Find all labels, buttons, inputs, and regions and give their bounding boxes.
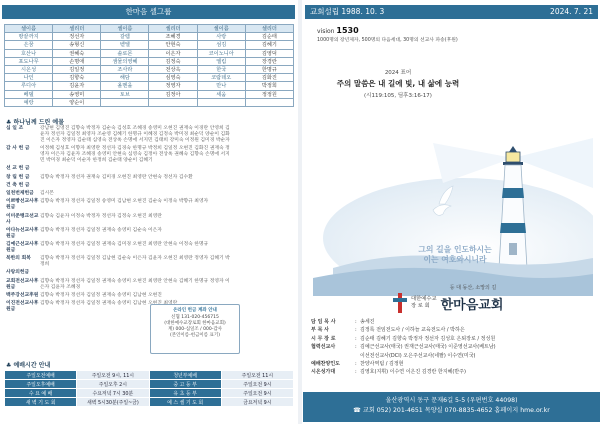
- staff-names: 김영호(지휘) 이수연 이은진 김경란 한지혜(반주): [360, 369, 466, 376]
- cell-leader: 심영숙: [149, 74, 197, 82]
- worship-name: 주일오전예배: [5, 371, 77, 380]
- staff-role: 예배찬양인도: [311, 361, 340, 368]
- cell-leader: 김순태: [245, 33, 293, 41]
- offering-names: 김시몬: [40, 191, 54, 197]
- slogan-line: 이는 여호와시니라: [423, 255, 487, 264]
- offering-label: 십 일 조: [6, 126, 24, 131]
- cell-leader: 김정숙: [149, 57, 197, 65]
- worship-name: 새 벽 기 도 회: [5, 398, 77, 407]
- offering-label: 일천번제헌금: [6, 191, 34, 197]
- cell-header: 셀이름: [197, 25, 245, 33]
- offering-row: [6, 175, 232, 181]
- table-row: [5, 65, 294, 73]
- table-row: [5, 98, 294, 106]
- cell-name: 호산나: [5, 49, 53, 57]
- cell-name: 샘물의영혜: [101, 57, 149, 65]
- table-row: [5, 371, 294, 380]
- staff-role: 협력선교사: [311, 344, 336, 351]
- separator: :: [355, 361, 357, 368]
- offering-names: 김향숙 박정자 정선자 김일정 송영미 김남현 오현진 김순숙 이정숙 박향규 최영자: [40, 199, 209, 205]
- staff-role: 시 무 장 로: [311, 335, 336, 342]
- separator: :: [355, 327, 357, 334]
- offering-label: 이미준뱅크선교사: [6, 213, 39, 225]
- staff-names: 김정록 전임전도사 / 이하늘 교육전도사 / 박하은: [360, 327, 465, 334]
- worship-name: 수 요 예 배: [5, 389, 77, 398]
- page-fold: [298, 0, 302, 424]
- offering-row: [6, 183, 232, 189]
- cell-name: 예랑: [5, 98, 53, 106]
- separator: :: [355, 344, 357, 351]
- offering-row: [6, 126, 232, 144]
- cell-header: 셀리더: [245, 25, 293, 33]
- bank-account-box: [150, 304, 240, 354]
- worship-name: 중 고 등 부: [149, 380, 221, 389]
- offering-names: 김향숙 박정자 정선자 권재숙 김미경 오현진 최영란 안현숙 정선자 김수환: [40, 174, 193, 180]
- cell-name: 엘림: [197, 57, 245, 65]
- cell-name: 갈렙: [101, 33, 149, 41]
- cell-group-table: [4, 24, 294, 107]
- cell-name: 솔로몬: [101, 49, 149, 57]
- worship-time: 주일오전 9시: [221, 389, 293, 398]
- staff-row: [311, 318, 596, 326]
- offering-heading: ♣ 하나님께 드린 예물: [6, 119, 65, 126]
- vision-description: 1000명의 장년제자, 500명의 다음세대, 30명의 선교사 파송(후원): [317, 38, 458, 43]
- cell-leader: 김향숙: [53, 74, 101, 82]
- cell-name: 은꿈: [5, 41, 53, 49]
- offering-label: 창 립 헌 금: [6, 174, 30, 180]
- denomination-line: 대한예수교: [411, 296, 437, 302]
- cell-name: 세움: [197, 90, 245, 98]
- offering-names: 강남현 김영진 김향숙 박정자 김순숙 김성호 조혜경 송영미 오현진 권재숙 이경란 안영희 김윤자 정선자 김일정 최영자 조순영 김혜기 한명규 이혜경 김정숙 박미경 최순덕 양순이 김화진 이은자 정영자 김순태 심영숙 전상옥 손명애 서지민 김태희 강미숙 이정원 김미경 박순자: [40, 126, 230, 143]
- cell-name: 나인: [5, 74, 53, 82]
- cell-header: 셀리더: [53, 25, 101, 33]
- staff-row: [311, 326, 596, 334]
- cell-leader: 김영덕: [245, 49, 293, 57]
- staff-names: 김예근선교사(태국) 권재근선교사(태국) 이준영선교사(베트남): [360, 344, 496, 351]
- cell-leader: 김정아: [149, 90, 197, 98]
- worship-time: 주일오후 2시: [77, 380, 149, 389]
- cell-leader: 전상옥: [149, 65, 197, 73]
- cell-leader: 이은자: [149, 49, 197, 57]
- worship-name: 유 초 등 부: [149, 389, 221, 398]
- cell-leader: 조혜경: [149, 33, 197, 41]
- table-row: [5, 33, 294, 41]
- staff-row: [311, 335, 596, 343]
- cell-leader: 박정희: [245, 82, 293, 90]
- offering-row: [6, 199, 232, 211]
- cell-leader: 손명애: [53, 57, 101, 65]
- cell-name: [197, 98, 245, 106]
- offering-row: [6, 279, 232, 291]
- staff-role: [311, 352, 355, 360]
- worship-time: 수요저녁 7시 30분: [77, 389, 149, 398]
- cell-header: 셀리더: [149, 25, 197, 33]
- offering-names: 김향숙 박정자 정선자 김일정 권재숙 송영미 오현진 최영란 안현숙 김혜기 한명규 정영자 이은자 김윤자 조혜경: [40, 278, 230, 290]
- bank-line: 계) 000-십일조 / 000-감사: [167, 327, 223, 332]
- offering-names: 김향숙 박정자 정선자 김일정 권재숙 송영미 김순숙 이은자: [40, 227, 162, 233]
- cell-leader: 권혜숙: [53, 49, 101, 57]
- cell-group-title: 한마음 셀그룹: [2, 5, 295, 19]
- offering-row: [6, 214, 232, 226]
- cell-leader: 김혜기: [245, 41, 293, 49]
- offering-label: 이쁘빵선교사후원금: [6, 199, 39, 211]
- cell-name: 조사라: [101, 65, 149, 73]
- table-row: [5, 74, 294, 82]
- slogan: [345, 245, 565, 265]
- cell-name: [101, 98, 149, 106]
- separator: :: [355, 369, 357, 376]
- offering-row: [6, 293, 232, 299]
- offering-label: 교회전선교사후원금: [6, 278, 39, 290]
- staff-row: [311, 343, 596, 351]
- cell-leader: 정영자: [149, 82, 197, 90]
- cell-name: 벧엘: [101, 41, 149, 49]
- offering-row: [6, 256, 232, 268]
- church-logo-block: [393, 284, 553, 313]
- worship-time: 주일오전 9시: [221, 380, 293, 389]
- offering-row: [6, 242, 232, 254]
- cell-name: 포도나무: [5, 57, 53, 65]
- bulletin-date: 2024. 7. 21: [550, 7, 593, 16]
- cell-name: 루디아: [5, 82, 53, 90]
- offering-label: 아다뉴선교사후원금: [6, 227, 39, 239]
- table-row: [5, 41, 294, 49]
- staff-list: [311, 318, 596, 377]
- worship-time-table: [4, 370, 294, 407]
- cell-leader: 정정원: [245, 90, 293, 98]
- theme-verse: (시119:105, 딤후3:16-17): [364, 93, 432, 99]
- cell-name: 코이노니아: [197, 49, 245, 57]
- worship-time: 주일오전 11시: [221, 371, 293, 380]
- staff-row: [311, 360, 596, 368]
- cell-name: 시온성: [5, 65, 53, 73]
- cross-icon: [393, 293, 407, 313]
- worship-name: 청년부예배: [149, 371, 221, 380]
- cell-name: 사랑: [197, 33, 245, 41]
- offering-names: 김향숙 박정자 정선자 김일정 권재숙 송영미 김남현 오현진 최영란: [40, 301, 178, 307]
- worship-time: 주일오전 9시, 11시: [77, 371, 149, 380]
- offering-label: 북한의 회복: [6, 256, 31, 262]
- cell-leader: 김일정: [53, 65, 101, 73]
- table-row: [5, 90, 294, 98]
- worship-name: 예 스 셀 기 도 회: [149, 398, 221, 407]
- vision-label: vision: [317, 28, 335, 35]
- cell-name: 올멘을: [101, 82, 149, 90]
- table-row: [5, 380, 294, 389]
- worship-time: 금요저녁 9시: [221, 398, 293, 407]
- bank-line: 신협 131-020-456715: [171, 315, 219, 320]
- offering-label: 사랑의헌금: [6, 270, 30, 276]
- offering-row: [6, 228, 232, 240]
- table-row: [5, 49, 294, 57]
- offering-names: 이정혜 김성호 이향자 최영란 정선자 김경숙 한명규 박정희 김일정 오현진 김화진 권재숙 정영자 이은자 김윤자 조혜경 송영미 안현숙 심영숙 김정아 전상옥 권혜숙 김향숙 손명애 서지민 박미경 최순덕 이순자 한정희 김순태 양순이 김혜기: [40, 146, 230, 163]
- slogan-line: 그의 길을 인도하시는: [418, 245, 492, 254]
- offering-names: 김향숙 박정자 정선자 김일정 권재숙 김미경 오현진 최영란 안현숙 이정숙 한명규: [40, 242, 209, 248]
- address: 울산광역시 동구 문재6길 5-5 (우편번호 44098): [385, 397, 518, 404]
- staff-role: 부 목 사: [311, 327, 329, 334]
- staff-row: [311, 368, 596, 376]
- offering-names: 김향숙 박정자 정선자 김일정 권재숙 송영미 김남현 오현진: [40, 292, 162, 298]
- staff-row: [311, 352, 596, 360]
- bank-title: 온라인 헌금 계좌 안내: [173, 308, 217, 313]
- denomination: [411, 296, 437, 310]
- left-page: [0, 0, 297, 424]
- cell-name: 만나: [197, 82, 245, 90]
- table-row: [5, 389, 294, 398]
- offering-label: 김예근선교사후원금: [6, 242, 39, 253]
- staff-role: 담 임 목 사: [311, 319, 336, 325]
- offering-names: [40, 183, 232, 189]
- cell-leader: [149, 98, 197, 106]
- theme-year: 2024 표어: [384, 70, 412, 76]
- offering-names: 김향숙 박정자 정선자 김일정 김남현 김순숙 이은자 김윤자 오현진 최영란 정영자 김혜기 박정희: [40, 256, 230, 268]
- cell-name: 섬김: [197, 41, 245, 49]
- cell-leader: 김윤자: [53, 82, 101, 90]
- cell-leader: 한명규: [245, 65, 293, 73]
- theme-main: 주의 말씀은 내 길에 빛, 내 삶에 능력: [336, 79, 460, 88]
- cell-name: 베델: [5, 90, 53, 98]
- table-row: [5, 398, 294, 407]
- staff-names: 송세진: [360, 319, 375, 325]
- worship-heading: ♣ 예배시간 안내: [6, 362, 51, 369]
- right-page: [303, 0, 600, 424]
- offering-names: [40, 166, 232, 172]
- vision-number: 1530: [336, 26, 359, 35]
- cell-header: 셀이름: [101, 25, 149, 33]
- header-bar: [305, 5, 598, 19]
- bank-line: (본인이름-헌금이름 표기): [169, 333, 221, 338]
- cell-name: 토브: [101, 90, 149, 98]
- cell-leader: 송영미: [53, 90, 101, 98]
- cell-header: 셀이름: [5, 25, 53, 33]
- cell-name: 해담: [101, 74, 149, 82]
- cell-leader: 안현숙: [149, 41, 197, 49]
- worship-time: 새벽 5시30분(주일~금): [77, 398, 149, 407]
- staff-role: 시온성가대: [311, 369, 336, 376]
- offering-label: 건 축 헌 금: [6, 182, 30, 188]
- staff-names: 이선전선교사(DCI) 오은주선교사(네팔) 이수연(미국): [360, 352, 476, 359]
- table-row: [5, 57, 294, 65]
- cell-leader: 김화진: [245, 74, 293, 82]
- staff-names: 찬양사역팀 / 김정현: [360, 361, 404, 368]
- cell-name: 땅끝까지: [5, 33, 53, 41]
- cell-leader: 정선자: [53, 33, 101, 41]
- offering-names: [40, 270, 232, 276]
- separator: :: [355, 335, 357, 342]
- bank-line: (대한예수교장로회 한마음교회): [164, 321, 226, 326]
- table-row: [5, 82, 294, 90]
- offering-label: 감 사 헌 금: [6, 146, 30, 152]
- vision: [317, 26, 359, 35]
- cell-leader: 송형신: [53, 41, 101, 49]
- offering-row: [6, 146, 232, 164]
- separator: :: [355, 319, 357, 325]
- offering-names: 김향숙 김윤자 이정숙 박정자 정선자 김정숙 오현진 최영란: [40, 213, 162, 219]
- cell-leader: 장경란: [245, 57, 293, 65]
- church-name: 한마음교회: [440, 297, 504, 313]
- offering-label: 선 교 헌 금: [6, 166, 30, 172]
- cell-name: 한국: [197, 65, 245, 73]
- cell-name: 코람데오: [197, 74, 245, 82]
- footer: [303, 392, 600, 422]
- offering-row: [6, 166, 232, 172]
- offering-row: [6, 270, 232, 276]
- denomination-line: 장 로 회: [411, 303, 430, 309]
- offering-row: [6, 191, 232, 197]
- cell-leader: 양순이: [53, 98, 101, 106]
- offering-list: [6, 126, 232, 315]
- founding-date: 교회설립 1988. 10. 3: [310, 7, 385, 16]
- offering-label: 이진전선교사후원금: [6, 301, 39, 313]
- worship-name: 주일오후예배: [5, 380, 77, 389]
- cell-leader: [245, 98, 293, 106]
- staff-names: 김순태 김혜기 김향숙 박정자 정선자 김성호 은퇴장로 / 정성원: [360, 335, 496, 342]
- year-theme: [303, 68, 493, 99]
- offering-label: 백주강선교후원: [6, 292, 39, 298]
- church-subtitle: 등 대 동산, 소망의 길: [449, 285, 497, 291]
- lighthouse-illustration: [313, 118, 593, 296]
- contact-info: ☎ 교회 052) 201-4651 목양실 070-8835-4652 홈페이지 hme.or.kr: [353, 407, 550, 414]
